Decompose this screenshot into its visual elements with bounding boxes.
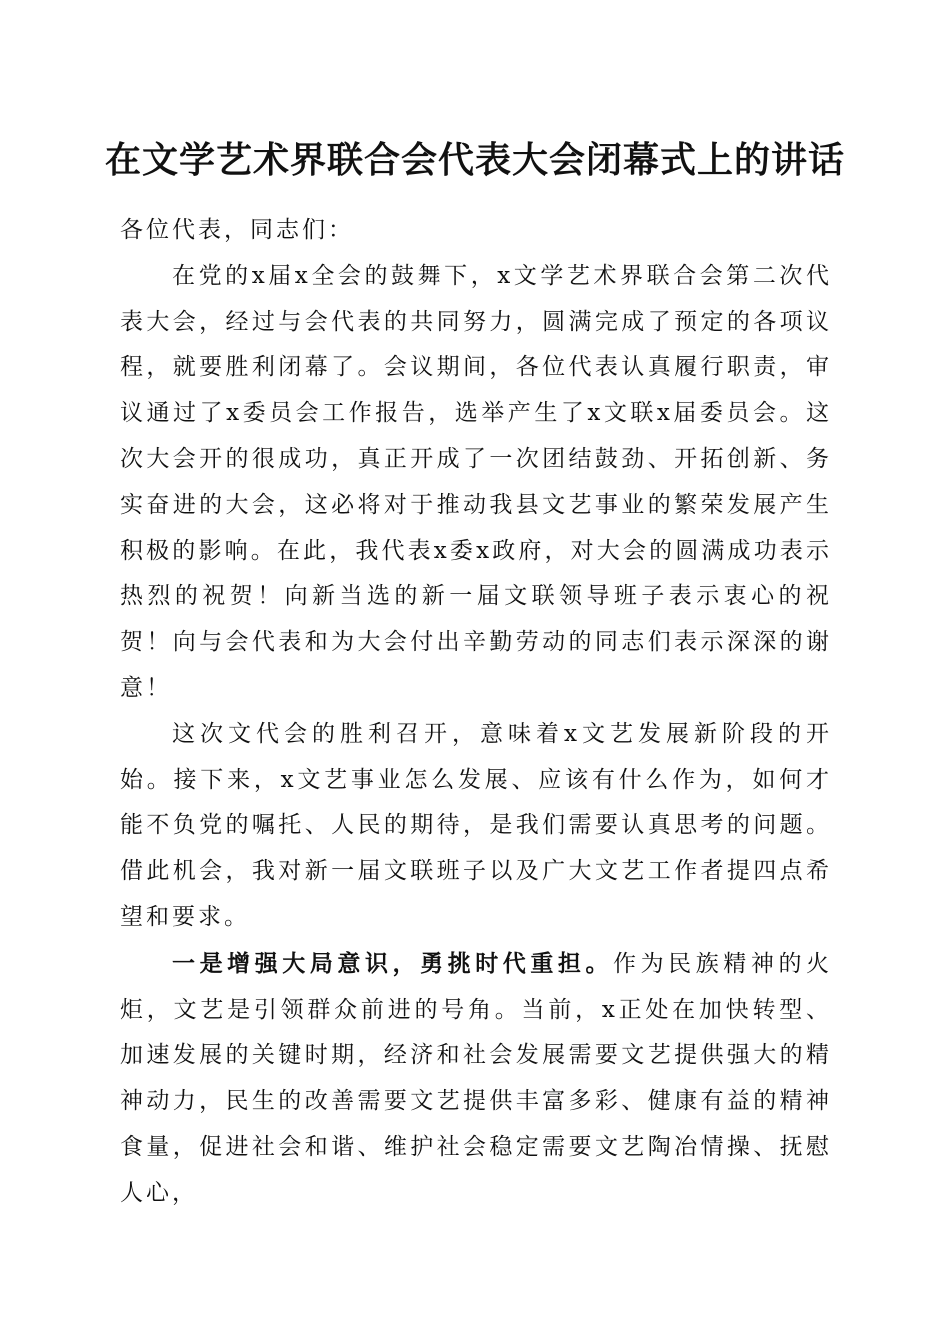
- paragraph-2: [120, 712, 832, 941]
- document-title: 在文学艺术界联合会代表大会闭幕式上的讲话: [104, 139, 845, 181]
- paragraph-1-text: 在党的x届x全会的鼓舞下，x文学艺术界联合会第二次代表大会，经过与会代表的共同努力，圆满完成了预定的各项议程，就要胜利闭幕了。会议期间，各位代表认真履行职责，审议通过了x委员会工作报告，选举产生了x文联x届委员会。这次大会开的很成功，真正开成了一次团结鼓劲、开拓创新、务实奋进的大会，这必将对于推动我县文艺事业的繁荣发展产生积极的影响。在此，我代表x委x政府，对大会的圆满成功表示热烈的祝贺！向新当选的新一届文联领导班子表示衷心的祝贺！向与会代表和为大会付出辛勤劳动的同志们表示深深的谢意！: [120, 262, 832, 701]
- paragraph-2-text: 这次文代会的胜利召开，意味着x文艺发展新阶段的开始。接下来，x文艺事业怎么发展、应该有什么作为，如何才能不负党的嘱托、人民的期待，是我们需要认真思考的问题。借此机会，我对新一届文联班子以及广大文艺工作者提四点希望和要求。: [120, 720, 832, 930]
- paragraph-1: [120, 254, 832, 712]
- paragraph-3: [120, 941, 832, 1217]
- document-body: [120, 208, 832, 1217]
- paragraph-3-text: 作为民族精神的火炬，文艺是引领群众前进的号角。当前，x正处在加快转型、加速发展的关键时期，经济和社会发展需要文艺提供强大的精神动力，民生的改善需要文艺提供丰富多彩、健康有益的精神食量，促进社会和谐、维护社会稳定需要文艺陶冶情操、抚慰人心，: [120, 950, 833, 1206]
- salutation: 各位代表，同志们：: [120, 217, 354, 243]
- paragraph-3-lead: 一是增强大局意识，勇挑时代重担。: [172, 949, 614, 977]
